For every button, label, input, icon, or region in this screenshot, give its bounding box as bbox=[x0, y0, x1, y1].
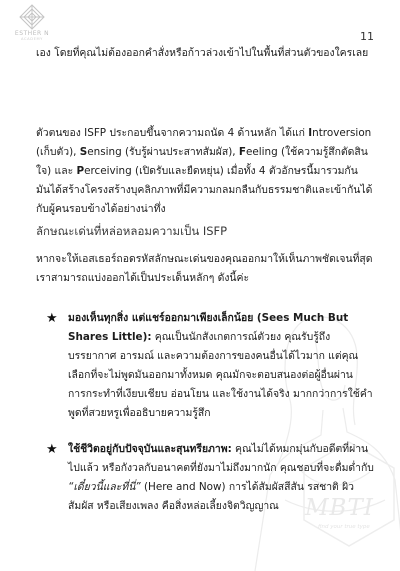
bullet-quote: “เดี๋ยวนี้และที่นี่” bbox=[68, 481, 141, 493]
star-bullet-icon: ★ bbox=[46, 442, 58, 457]
text-run: ตัวตนของ ISFP ประกอบขึ้นจากความถนัด 4 ด้านหลัก ได้แก่ bbox=[36, 127, 309, 139]
section-heading: ลักษณะเด่นที่หล่อหลอมความเป็น ISFP bbox=[36, 224, 228, 238]
bullet-body: คุณเป็นนักสังเกตการณ์ตัวยง คุณรับรู้ถึงบรรยากาศ อารมณ์ และความต้องการของคนอื่นได้ไวมาก แต่คุณเลือกที่จะไม่พูดมันออกมาทั้งหมด คุณมักจะตอบสนองต่อผู้อื่นผ่านการกระทำที่เงียบเชียบ อ่อนโยน และใช้งานได้จริง มากกว่าการใช้คำพูดที่สวยหรูเพื่ออธิบายความรู้สึก bbox=[68, 331, 373, 419]
text-run: erceiving (เปิดรับและยืดหยุ่น) เมื่อทั้ง 4 ตัวอักษรนี้มารวมกัน มันได้สร้างโครงสร้างบุคลิกภาพที่มีความกลมกลืนกับธรรมชาติและเข้ากันได้กับผู้คนรอบข้างได้อย่างน่าทึ่ง bbox=[36, 165, 373, 215]
bullet-body: คุณไม่ได้หมกมุ่นกับอดีตที่ผ่านไปแล้ว หรือกังวลกับอนาคตที่ยังมาไม่ถึงมากนัก คุณชอบที่จะดื่มด่ำกับ bbox=[68, 443, 374, 474]
paragraph-intro: หากจะให้เอสเธอร์ถอดรหัสลักษณะเด่นของคุณออกมาให้เห็นภาพชัดเจนที่สุด เราสามารถแบ่งออกได้เป็นประเด็นหลักๆ ดังนี้ค่ะ bbox=[36, 253, 373, 284]
bullet-title: มองเห็นทุกสิ่ง แต่แชร์ออกมาเพียงเล็กน้อย (Sees Much But Shares Little): bbox=[68, 312, 349, 343]
initial-letter: P bbox=[76, 165, 85, 177]
initial-letter: S bbox=[79, 146, 88, 158]
academy-logo bbox=[6, 4, 58, 48]
text-run: ntroversion (เก็บตัว), bbox=[36, 127, 372, 158]
initial-letter: F bbox=[238, 146, 246, 158]
watermark-subtext: find your true type bbox=[318, 524, 370, 530]
bullet-item bbox=[68, 440, 374, 516]
watermark-text: MBTI bbox=[305, 495, 374, 521]
text-run: eeling (ใช้ความรู้สึกตัดสินใจ) และ bbox=[36, 146, 368, 177]
bullet-body: (Here and Now) การได้สัมผัสสีสัน รสชาติ ผิวสัมผัส หรือเสียงเพลง คือสิ่งหล่อเลี้ยงจิตวิญญาณ bbox=[68, 481, 355, 512]
bullet-item bbox=[68, 309, 374, 423]
text-run: ensing (รับรู้ผ่านประสาทสัมผัส), bbox=[87, 146, 239, 158]
paragraph-isfp-components bbox=[36, 124, 374, 219]
logo-subtitle: ACADEMY bbox=[21, 37, 43, 41]
star-bullet-icon: ★ bbox=[46, 311, 58, 326]
initial-letter: I bbox=[308, 127, 313, 139]
paragraph-continuation: เอง โดยที่คุณไม่ต้องออกคำสั่งหรือก้าวล่วงเข้าไปในพื้นที่ส่วนตัวของใครเลย bbox=[36, 47, 369, 59]
diamond-logo-icon bbox=[19, 4, 45, 30]
page-number: 11 bbox=[360, 30, 374, 43]
logo-name: ESTHER N bbox=[14, 30, 50, 37]
bullet-title: ใช้ชีวิตอยู่กับปัจจุบันและสุนทรียภาพ: bbox=[68, 443, 232, 455]
